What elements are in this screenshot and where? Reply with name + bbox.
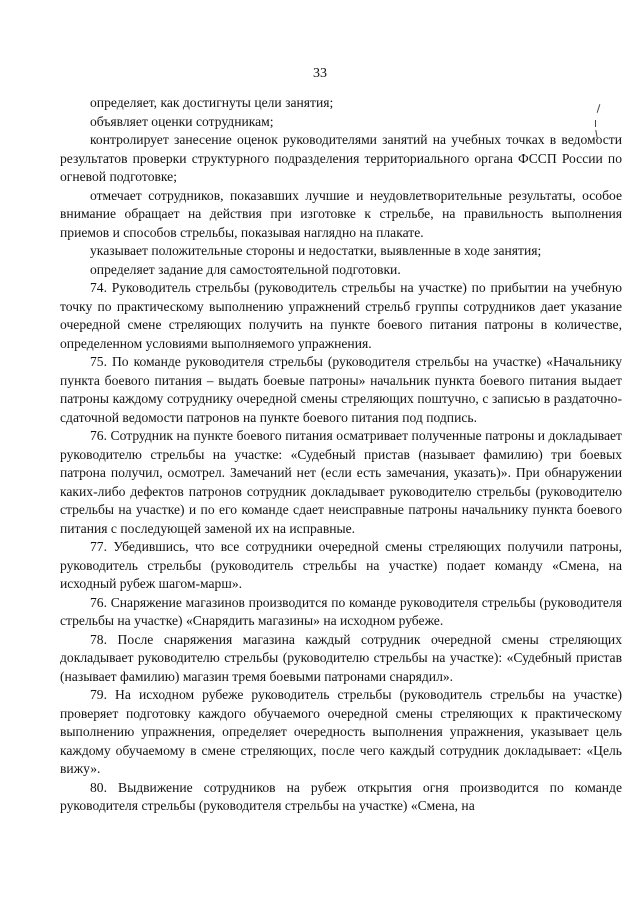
paragraph: объявляет оценки сотрудникам; <box>90 113 274 129</box>
paragraph: определяет, как достигнуты цели занятия; <box>90 95 334 110</box>
paragraph: отмечает сотрудников, показавших лучшие и неудовлетворительные результаты, особое внимание обращает на действия при изготовке к стрельбе, на правильность выполнения приемов и способов стрельбы, показывая наглядно на плакате. <box>60 187 622 240</box>
paragraph: указывает положительные стороны и недостатки, выявленные в ходе занятия; <box>90 243 542 258</box>
paragraph: 80. Выдвижение сотрудников на рубеж открытия огня производится по команде руководителя стрельбы (руководителя стрельбы на участке) «Смена, на <box>60 779 622 813</box>
paragraph: 76. Снаряжение магазинов производится по команде руководителя стрельбы (руководителя стрельбы на участке) «Снарядить магазины» на исходном рубеже. <box>60 594 622 628</box>
paragraph: контролирует занесение оценок руководителями занятий на учебных точках в ведомости результатов проверки структурного подразделения территориального органа ФССП России по огневой подготовке; <box>60 132 622 184</box>
paragraph: 76. Сотрудник на пункте боевого питания осматривает полученные патроны и докладывает руководителю стрельбы на участке: «Судебный пристав (называет фамилию) три боевых патрона получил, осмотрел. Замечаний нет (если есть замечания, указать)». При обнаружении каких-либо дефектов патронов сотрудник докладывает руководителю стрельбы (руководителю стрельбы на участке) и по его команде сдает неисправные патроны начальнику пункта боевого питания с последующей заменой их на исправные. <box>60 428 622 536</box>
paragraph: 75. По команде руководителя стрельбы (руководителя стрельбы на участке) «Начальнику пункта боевого питания – выдать боевые патроны» начальник пункта боевого питания выдает патроны каждому сотруднику очередной смены стреляющих поштучно, с записью в раздаточно-сдаточной ведомости патронов на пункте боевого питания под подпись. <box>60 354 622 425</box>
paragraph: определяет задание для самостоятельной подготовки. <box>90 261 401 277</box>
paragraph: 78. После снаряжения магазина каждый сотрудник очередной смены стреляющих докладывает руководителю стрельбы (руководителю стрельбы на участке): «Судебный пристав (называет фамилию) магазин тремя боевыми патронами снарядил». <box>60 631 622 684</box>
page-number: 33 <box>313 66 327 81</box>
paragraph: 79. На исходном рубеже руководитель стрельбы (руководитель стрельбы на участке) проверяет подготовку каждого обучаемого очередной смены стреляющих к практическому выполнению упражнения, определяет очередность выполнения упражнения, указывает цель каждому обучаемому в смене стреляющих, после чего каждый сотрудник докладывает: «Цель вижу». <box>60 687 622 776</box>
document-body <box>60 94 622 816</box>
paragraph: 77. Убедившись, что все сотрудники очередной смены стреляющих получили патроны, руководитель стрельбы (руководитель стрельбы на участке) подает команду «Смена, на исходный рубеж шагом-марш». <box>60 539 622 591</box>
paragraph: 74. Руководитель стрельбы (руководитель стрельбы на участке) по прибытии на учебную точку по практическому выполнению упражнений стрельб группы сотрудников дает указание очередной смене стреляющих получить на пункте боевого питания патроны в количестве, определенном условиями выполняемого упражнения. <box>60 280 622 351</box>
